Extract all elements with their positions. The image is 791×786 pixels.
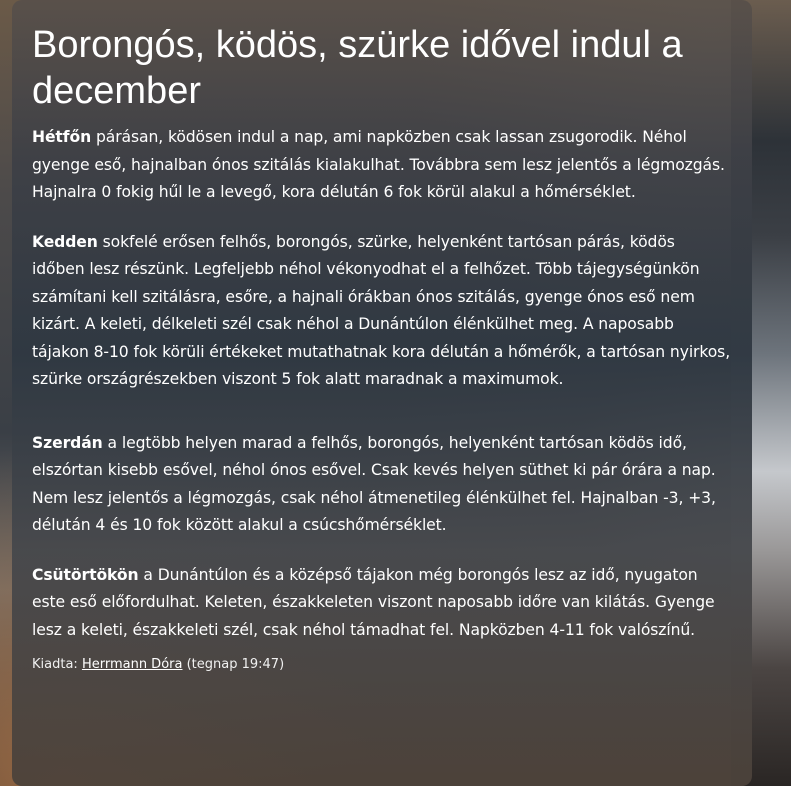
byline bbox=[32, 656, 732, 674]
paragraph-tuesday-text: sokfelé erősen felhős, borongós, szürke, helyenként tartósan párás, ködös időben lesz részünk. Legfeljebb néhol vékonyodhat el a felhőzet. Több tájegységünkön számítani kell szitálásra, esőre, a hajnali órákban ónos szitálás, gyenge ónos eső nem kizárt. A keleti, délkeleti szél csak néhol a Dunántúlon élénkülhet meg. A naposabb tájakon 8-10 fok körüli értékeket mutathatnak kora délután a hőmérők, a tartósan nyirkos, szürke országrészekben viszont 5 fok alatt maradnak a maximumok. bbox=[32, 232, 731, 388]
day-label-thursday: Csütörtökön bbox=[32, 565, 139, 584]
paragraph-tuesday bbox=[32, 229, 732, 394]
paragraph-wednesday bbox=[32, 430, 732, 540]
paragraph-thursday bbox=[32, 562, 732, 645]
paragraph-thursday-text: a Dunántúlon és a középső tájakon még borongós lesz az idő, nyugaton este eső előfordulhat. Keleten, északkeleten viszont naposabb időre van kilátás. Gyenge lesz a keleti, északkeleti szél, csak néhol támadhat fel. Napközben 4-11 fok valószínű. bbox=[32, 565, 715, 639]
paragraph-monday bbox=[32, 124, 732, 207]
author-link[interactable]: Herrmann Dóra bbox=[81, 657, 183, 672]
article-title: Borongós, ködös, szürke idővel indul a december bbox=[32, 24, 683, 112]
day-label-monday: Hétfőn bbox=[32, 128, 92, 146]
publish-time: (tegnap 19:47) bbox=[182, 657, 285, 672]
day-label-wednesday: Szerdán bbox=[32, 433, 103, 452]
article-card bbox=[12, 0, 752, 786]
paragraph-wednesday-text: a legtöbb helyen marad a felhős, borongós, helyenként tartósan ködös idő, elszórtan kisebb esővel, néhol ónos esővel. Csak kevés helyen süthet ki pár órára a nap. Nem lesz jelentős a légmozgás, csak néhol átmenetileg élénkülhet fel. Hajnalban -3, +3, délután 4 és 10 fok között alakul a csúcshőmérséklet. bbox=[32, 433, 716, 534]
day-label-tuesday: Kedden bbox=[32, 232, 98, 251]
byline-label: Kiadta: bbox=[32, 657, 82, 672]
paragraph-monday-text: párásan, ködösen indul a nap, ami napközben csak lassan zsugorodik. Néhol gyenge eső, hajnalban ónos szitálás kialakulhat. Továbbra sem lesz jelentős a légmozgás. Hajnalra 0 fokig hűl le a levegő, kora délután 6 fok körül alakul a hőmérséklet. bbox=[32, 128, 725, 201]
